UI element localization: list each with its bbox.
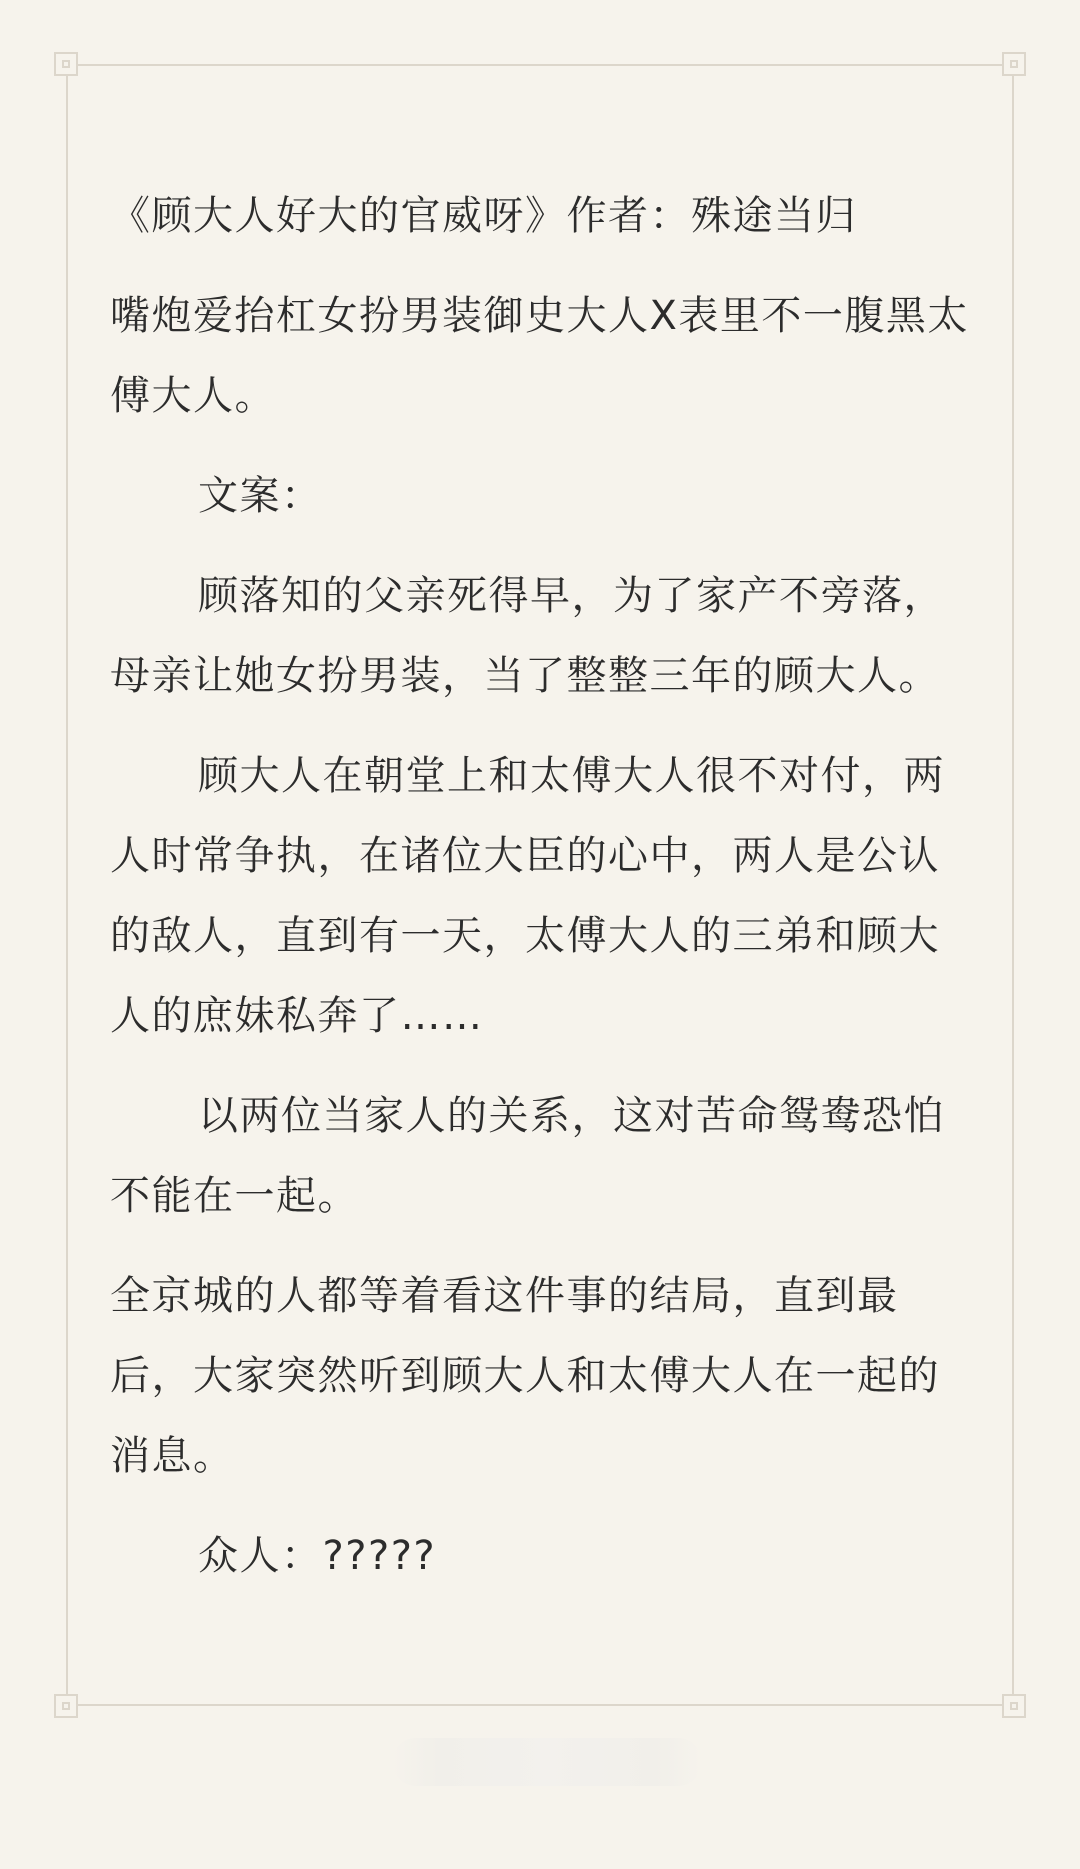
blurred-watermark xyxy=(392,1738,702,1786)
frame-corner-ornament xyxy=(1002,1694,1026,1718)
synopsis-heading: 文案： xyxy=(198,473,323,519)
frame-corner-ornament xyxy=(1002,52,1026,76)
book-title-line: 《顾大人好大的官威呀》作者：殊途当归 xyxy=(110,193,857,239)
synopsis-paragraph: 全京城的人都等着看这件事的结局，直到最后，大家突然听到顾大人和太傅大人在一起的消息。 xyxy=(110,1273,940,1479)
synopsis-paragraph: 以两位当家人的关系，这对苦命鸳鸯恐怕不能在一起。 xyxy=(110,1093,945,1219)
synopsis-paragraph: 顾大人在朝堂上和太傅大人很不对付，两人时常争执，在诸位大臣的心中，两人是公认的敌人，直到有一天，太傅大人的三弟和顾大人的庶妹私奔了…… xyxy=(110,753,945,1039)
frame-corner-ornament xyxy=(54,52,78,76)
tagline-paragraph: 嘴炮爱抬杠女扮男装御史大人X表里不一腹黑太傅大人。 xyxy=(110,293,969,419)
synopsis-paragraph: 众人：????? xyxy=(198,1533,437,1579)
frame-corner-ornament xyxy=(54,1694,78,1718)
article-body xyxy=(110,176,980,1616)
synopsis-paragraph: 顾落知的父亲死得早，为了家产不旁落，母亲让她女扮男装，当了整整三年的顾大人。 xyxy=(110,573,945,699)
